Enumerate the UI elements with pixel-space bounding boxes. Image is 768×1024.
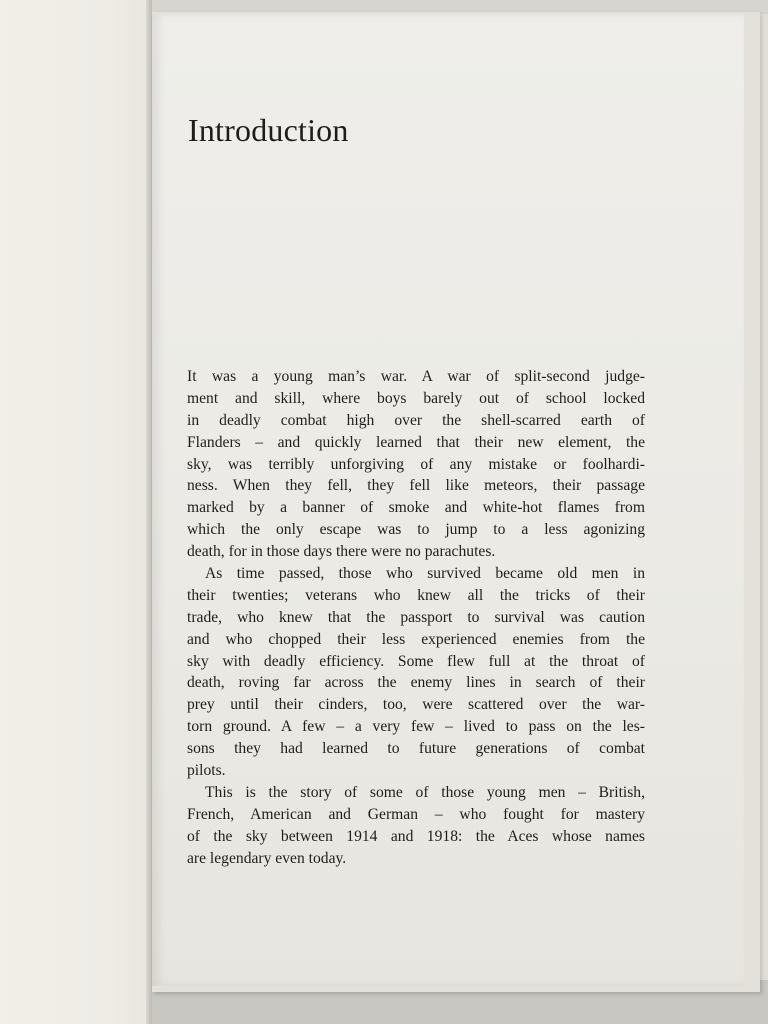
- text-line: their twenties; veterans who knew all the tricks of their: [187, 586, 645, 604]
- text-line: As time passed, those who survived became old men in: [205, 565, 645, 583]
- text-line: death, for in those days there were no parachutes.: [187, 543, 496, 561]
- text-line: prey until their cinders, too, were scattered over the war-: [187, 696, 645, 714]
- text-line: sky, was terribly unforgiving of any mistake or foolhardi-: [187, 455, 645, 473]
- text-line: in deadly combat high over the shell-scarred earth of: [187, 411, 645, 429]
- chapter-title: Introduction: [188, 112, 349, 148]
- left-page: [0, 0, 151, 1024]
- paragraph-2: [187, 563, 645, 782]
- paragraph-3: [187, 782, 645, 870]
- text-line: sky with deadly efficiency. Some flew full at the throat of: [187, 652, 645, 670]
- text-line: which the only escape was to jump to a less agonizing: [187, 521, 645, 539]
- text-line: trade, who knew that the passport to survival was caution: [187, 608, 645, 626]
- text-line: It was a young man’s war. A war of split-second judge-: [187, 368, 645, 385]
- text-line: ness. When they fell, they fell like meteors, their passage: [187, 477, 645, 495]
- text-line: are legendary even today.: [187, 849, 347, 867]
- text-line: death, roving far across the enemy lines in search of their: [187, 674, 645, 692]
- text-line: ment and skill, where boys barely out of school locked: [187, 389, 645, 407]
- text-line: This is the story of some of those young men – British,: [205, 783, 645, 801]
- paragraph-1: [187, 366, 645, 563]
- text-line: and who chopped their less experienced enemies from the: [187, 630, 645, 648]
- text-line: of the sky between 1914 and 1918: the Aces whose names: [187, 827, 645, 845]
- text-line: pilots.: [187, 762, 226, 780]
- text-line: torn ground. A few – a very few – lived to pass on the les-: [187, 718, 645, 736]
- text-line: French, American and German – who fought for mastery: [187, 805, 645, 823]
- text-line: marked by a banner of smoke and white-hot flames from: [187, 499, 645, 517]
- text-line: Flanders – and quickly learned that their new element, the: [187, 433, 645, 451]
- introduction-body: [187, 366, 645, 869]
- text-line: sons they had learned to future generations of combat: [187, 740, 645, 758]
